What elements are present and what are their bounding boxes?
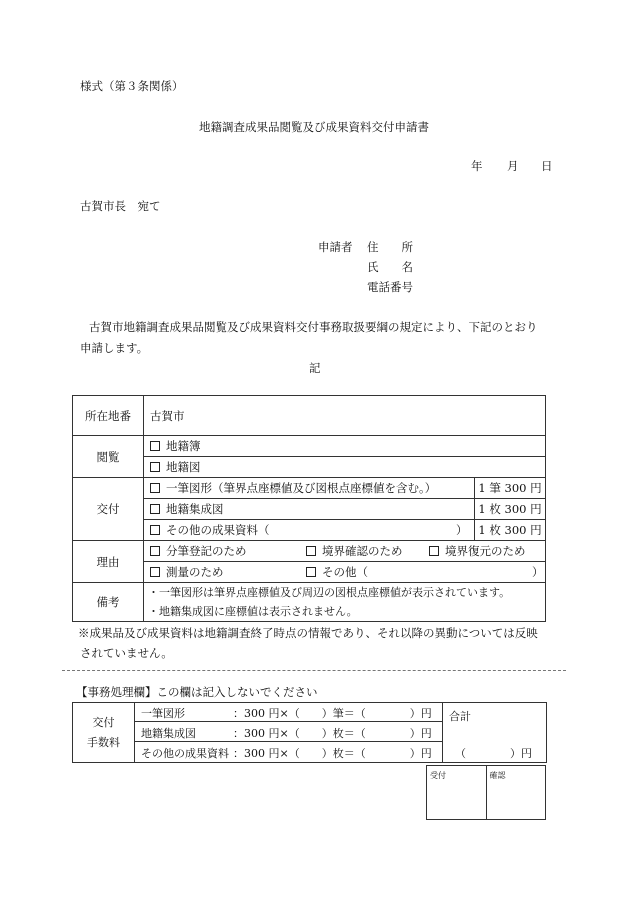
reason-boundary-confirm[interactable]: 境界確認のため bbox=[306, 541, 403, 561]
reason-label: 理由 bbox=[73, 541, 144, 583]
total-value: （ ）円 bbox=[455, 747, 532, 760]
office-row-parcel[interactable]: 一筆図形 ：300 円×（ ）筆＝（ ）円 bbox=[135, 703, 443, 722]
issue-fee: 1 枚 300 円 bbox=[474, 499, 545, 519]
addressee: 古賀市長 宛て bbox=[80, 199, 161, 213]
remarks-text bbox=[144, 583, 546, 622]
note-line2: されていません。 bbox=[80, 646, 173, 660]
office-fee-table bbox=[72, 702, 547, 763]
reason-survey[interactable]: 測量のため bbox=[150, 562, 224, 582]
office-row-other[interactable]: その他の成果資料 ：300 円×（ ）枚＝（ ）円 bbox=[135, 742, 443, 763]
remarks-line: ・一筆図形は筆界点座標値及び周辺の図根点座標値が表示されています。 bbox=[148, 586, 511, 599]
applicant-name-label[interactable]: 氏 名 bbox=[367, 260, 413, 274]
checkbox-icon[interactable] bbox=[150, 525, 160, 535]
checkbox-icon[interactable] bbox=[306, 546, 316, 556]
fee-label: 交付 手数料 bbox=[73, 703, 135, 763]
viewing-option-map[interactable]: 地籍図 bbox=[144, 456, 545, 477]
checkbox-icon[interactable] bbox=[150, 546, 160, 556]
date-day[interactable]: 日 bbox=[541, 159, 553, 173]
checkbox-icon[interactable] bbox=[150, 441, 160, 451]
ki-label: 記 bbox=[309, 361, 321, 375]
viewing-option-ledger[interactable]: 地籍簿 bbox=[144, 436, 545, 456]
reason-options bbox=[144, 541, 546, 583]
section-divider bbox=[62, 670, 566, 671]
checkbox-icon[interactable] bbox=[429, 546, 439, 556]
body-text-line2: 申請します。 bbox=[80, 341, 149, 355]
checkbox-icon[interactable] bbox=[150, 483, 160, 493]
viewing-label: 閲覧 bbox=[73, 436, 144, 478]
checkbox-icon[interactable] bbox=[150, 567, 160, 577]
date-year[interactable]: 年 bbox=[471, 159, 483, 173]
issue-options bbox=[144, 478, 546, 541]
stamp-received[interactable]: 受付 bbox=[427, 766, 487, 820]
total-label: 合計 bbox=[449, 710, 471, 723]
body-text-line1: 古賀市地籍調査成果品閲覧及び成果資料交付事務取扱要綱の規定により、下記のとおり bbox=[89, 320, 538, 334]
viewing-options bbox=[144, 436, 546, 478]
reason-other[interactable]: その他（ bbox=[306, 562, 368, 582]
reason-boundary-restore[interactable]: 境界復元のため bbox=[429, 541, 526, 561]
form-label: 様式（第３条関係） bbox=[80, 79, 184, 93]
location-field[interactable] bbox=[144, 396, 546, 436]
checkbox-icon[interactable] bbox=[150, 504, 160, 514]
note-line1: ※成果品及び成果資料は地籍調査終了時点の情報であり、それ以降の異動については反映 bbox=[78, 626, 538, 640]
office-row-compiled[interactable]: 地籍集成図 ：300 円×（ ）枚＝（ ）円 bbox=[135, 722, 443, 742]
applicant-label: 申請者 bbox=[318, 240, 353, 254]
applicant-phone-label[interactable]: 電話番号 bbox=[367, 280, 413, 294]
remarks-label: 備考 bbox=[73, 583, 144, 622]
issue-option-other[interactable]: その他の成果資料（ ） 1 枚 300 円 bbox=[144, 519, 545, 540]
reason-other-close: ） bbox=[532, 565, 544, 579]
document-title: 地籍調査成果品閲覧及び成果資料交付申請書 bbox=[199, 120, 429, 134]
location-label: 所在地番 bbox=[73, 396, 144, 436]
issue-option-parcel[interactable]: 一筆図形（筆界点座標値及び図根点座標値を含む。） 1 筆 300 円 bbox=[144, 478, 545, 498]
application-table bbox=[72, 395, 546, 622]
location-value: 古賀市 bbox=[150, 408, 185, 423]
issue-fee: 1 筆 300 円 bbox=[474, 478, 545, 498]
stamp-confirmed[interactable]: 確認 bbox=[486, 766, 546, 820]
reason-subdivision[interactable]: 分筆登記のため bbox=[150, 541, 247, 561]
issue-label: 交付 bbox=[73, 478, 144, 541]
issue-option-compiled-map[interactable]: 地籍集成図 1 枚 300 円 bbox=[144, 498, 545, 519]
total-cell[interactable] bbox=[443, 703, 547, 763]
remarks-line: ・地籍集成図に座標値は表示されません。 bbox=[148, 605, 358, 618]
issue-fee: 1 枚 300 円 bbox=[474, 520, 545, 540]
applicant-address-label[interactable]: 住 所 bbox=[367, 240, 413, 254]
office-heading: 【事務処理欄】この欄は記入しないでください bbox=[76, 685, 318, 699]
checkbox-icon[interactable] bbox=[150, 462, 160, 472]
date-month[interactable]: 月 bbox=[507, 159, 519, 173]
checkbox-icon[interactable] bbox=[306, 567, 316, 577]
stamp-table bbox=[426, 765, 546, 820]
